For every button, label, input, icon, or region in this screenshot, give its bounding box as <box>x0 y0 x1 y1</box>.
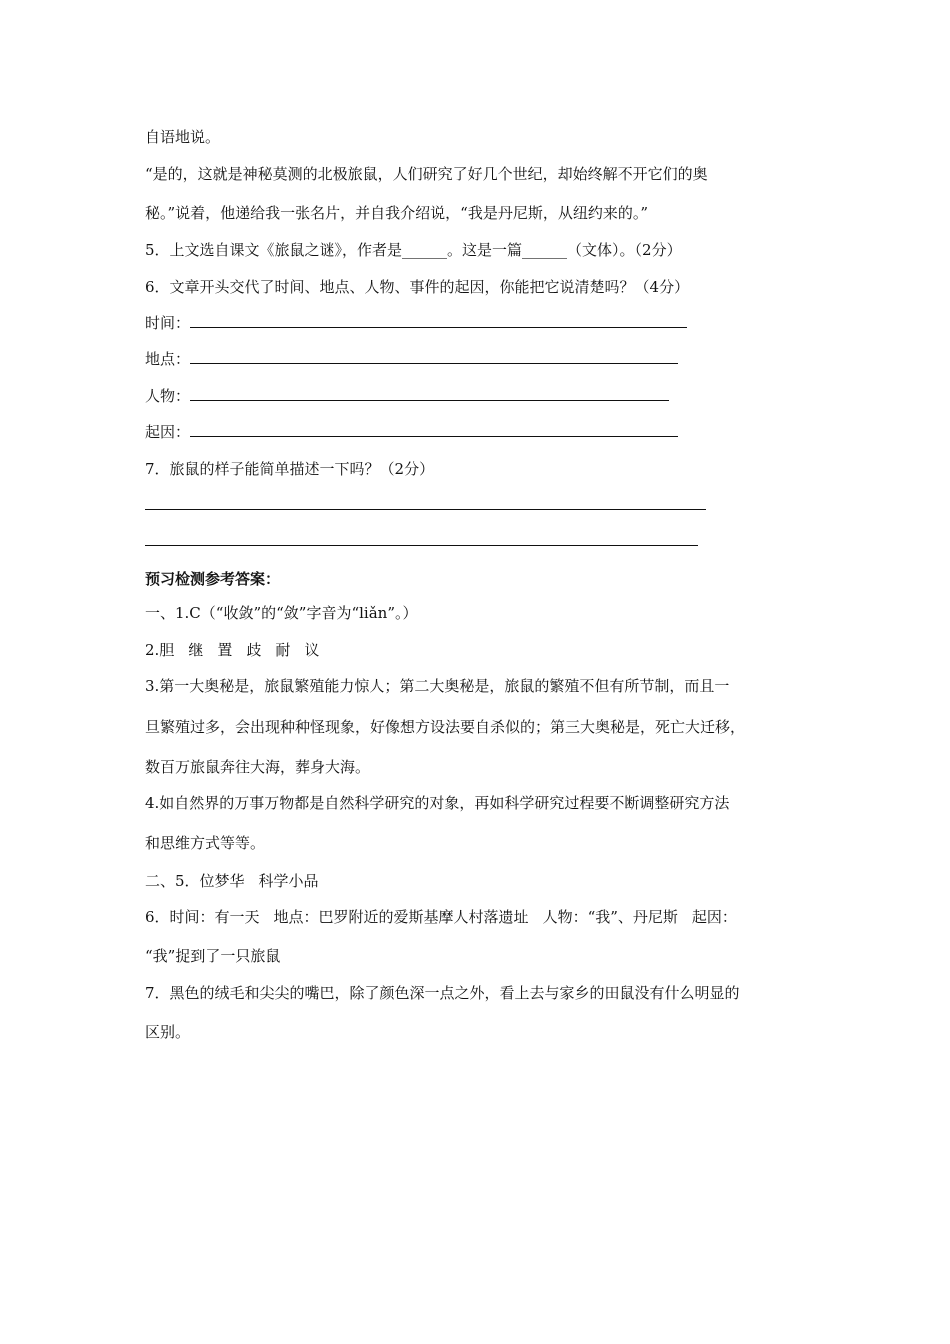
answer-7-line-1: 7．黑色的绒毛和尖尖的嘴巴，除了颜色深一点之外，看上去与家乡的田鼠没有什么明显的 <box>145 984 740 1002</box>
answer-5-author: 二、5．位梦华 <box>145 872 245 890</box>
question-5: 5．上文选自课文《旅鼠之谜》，作者是______。这是一篇______（文体）。（2分） <box>145 241 682 259</box>
answer-6-place: 地点：巴罗附近的爱斯基摩人村落遗址 <box>273 908 529 926</box>
q6-cause-label: 起因： <box>145 423 191 441</box>
answer-6-line-2: “我”捉到了一只旅鼠 <box>145 947 281 965</box>
answer-2-prefix: 2.胆 <box>145 641 175 659</box>
answer-6-line-1 <box>145 907 737 927</box>
answer-6-people: 人物：“我”、丹尼斯 <box>542 908 678 926</box>
answer-5-genre: 科学小品 <box>258 872 319 890</box>
story-line-2: “是的，这就是神秘莫测的北极旅鼠，人们研究了好几个世纪，却始终解不开它们的奥 <box>145 165 708 183</box>
q6-time-row <box>145 313 687 333</box>
answer-2 <box>145 640 319 660</box>
question-7: 7．旅鼠的样子能简单描述一下吗？（2分） <box>145 460 435 478</box>
answers-heading: 预习检测参考答案： <box>145 570 281 588</box>
story-line-1: 自语地说。 <box>145 128 221 146</box>
q6-time-blank[interactable] <box>190 313 687 328</box>
story-line-3: 秘。”说着，他递给我一张名片，并自我介绍说，“我是丹尼斯，从纽约来的。” <box>145 204 649 222</box>
q6-people-label: 人物： <box>145 387 191 405</box>
answer-2-word: 议 <box>304 641 320 659</box>
q6-place-row <box>145 349 678 369</box>
q6-time-label: 时间： <box>145 314 191 332</box>
q6-people-blank[interactable] <box>190 386 669 401</box>
question-6: 6．文章开头交代了时间、地点、人物、事件的起因，你能把它说清楚吗？（4分） <box>145 278 690 296</box>
answer-5 <box>145 871 319 891</box>
q6-people-row <box>145 386 669 406</box>
answer-6-cause-label: 起因： <box>691 908 737 926</box>
answer-3-line-1: 3.第一大奥秘是，旅鼠繁殖能力惊人；第二大奥秘是，旅鼠的繁殖不但有所节制，而且一 <box>145 677 730 695</box>
q6-place-label: 地点： <box>145 350 191 368</box>
q6-cause-blank[interactable] <box>190 422 678 437</box>
answer-2-word: 继 <box>188 641 204 659</box>
answer-6-time: 6．时间：有一天 <box>145 908 260 926</box>
answer-1: 一、1.C（“收敛”的“敛”字音为“liǎn”。） <box>145 604 418 622</box>
answer-2-word: 耐 <box>275 641 291 659</box>
q7-answer-rule-2[interactable] <box>145 545 698 546</box>
answer-3-line-3: 数百万旅鼠奔往大海，葬身大海。 <box>145 758 371 776</box>
answer-7-line-2: 区别。 <box>145 1023 191 1041</box>
answer-4-line-2: 和思维方式等等。 <box>145 834 266 852</box>
answer-4-line-1: 4.如自然界的万事万物都是自然科学研究的对象，再如科学研究过程要不断调整研究方法 <box>145 794 730 812</box>
answer-3-line-2: 旦繁殖过多，会出现种种怪现象，好像想方设法要自杀似的；第三大奥秘是，死亡大迁移， <box>145 718 746 736</box>
answer-2-word: 置 <box>217 641 233 659</box>
q6-cause-row <box>145 422 678 442</box>
q6-place-blank[interactable] <box>190 349 678 364</box>
q7-answer-rule-1[interactable] <box>145 509 706 510</box>
answer-2-word: 歧 <box>246 641 262 659</box>
